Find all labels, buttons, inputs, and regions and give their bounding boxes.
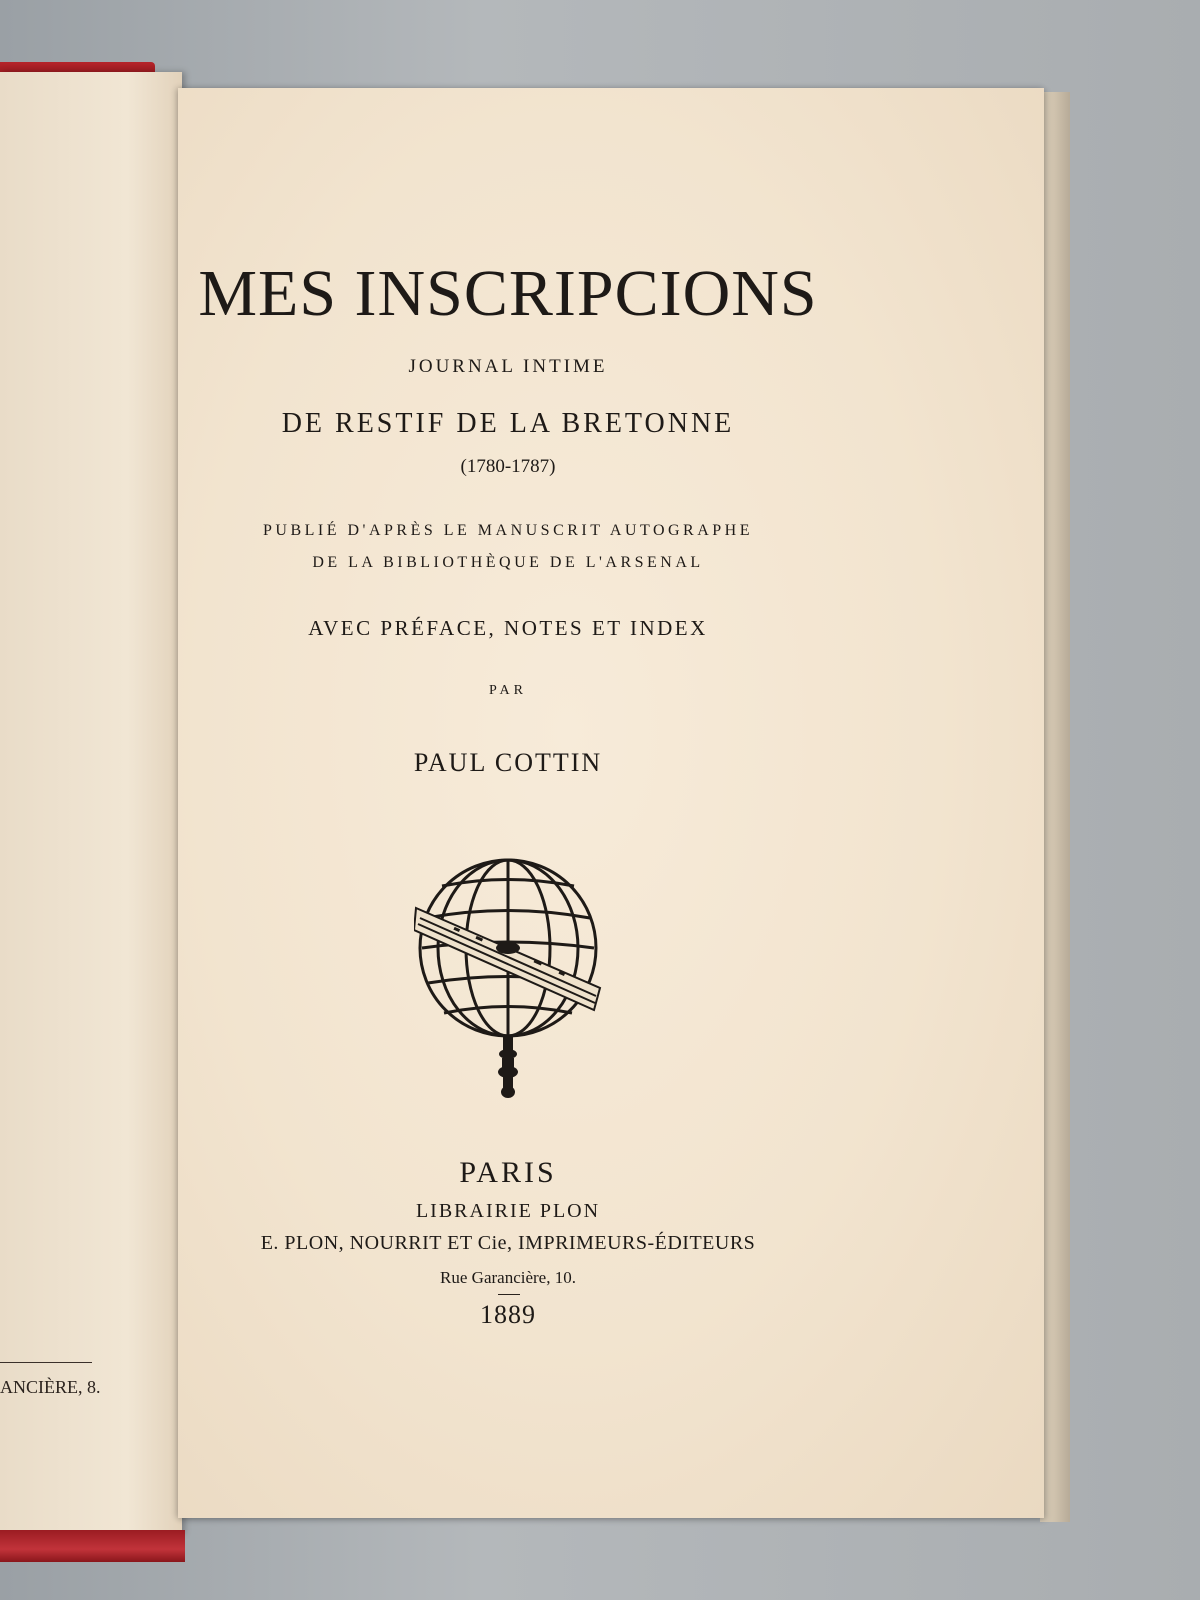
publication-year: 1889 [480, 1300, 536, 1329]
by-label: PAR [489, 683, 527, 698]
year-rule [498, 1294, 520, 1295]
publication-note-line-2: DE LA BIBLIOTHÈQUE DE L'ARSENAL [312, 554, 704, 571]
book-title: MES INSCRIPCIONS [198, 257, 818, 330]
publisher-name: LIBRAIRIE PLON [415, 1200, 601, 1222]
publication-note-line-1: PUBLIÉ D'APRÈS LE MANUSCRIT AUTOGRAPHE [263, 522, 753, 539]
author-name: PAUL COTTIN [413, 748, 603, 777]
book-binding-bottom [0, 1530, 185, 1562]
subtitle-line-2: DE RESTIF DE LA BRETONNE [281, 408, 735, 439]
date-range: (1780-1787) [460, 456, 556, 477]
publisher-address: Rue Garancière, 10. [440, 1268, 576, 1287]
left-page-footer-text: ANCIÈRE, 8. [0, 1377, 101, 1397]
left-page-rule [0, 1362, 92, 1363]
publication-city: PARIS [459, 1156, 557, 1189]
page-edges [1040, 92, 1070, 1522]
left-page [0, 72, 182, 1534]
armillary-sphere-icon [414, 848, 602, 1102]
title-page [178, 88, 1044, 1518]
subtitle-line-1: JOURNAL INTIME [408, 356, 608, 377]
printer-line: E. PLON, NOURRIT ET Cie, IMPRIMEURS-ÉDITEURS [260, 1232, 756, 1254]
preface-note: AVEC PRÉFACE, NOTES ET INDEX [308, 616, 708, 640]
